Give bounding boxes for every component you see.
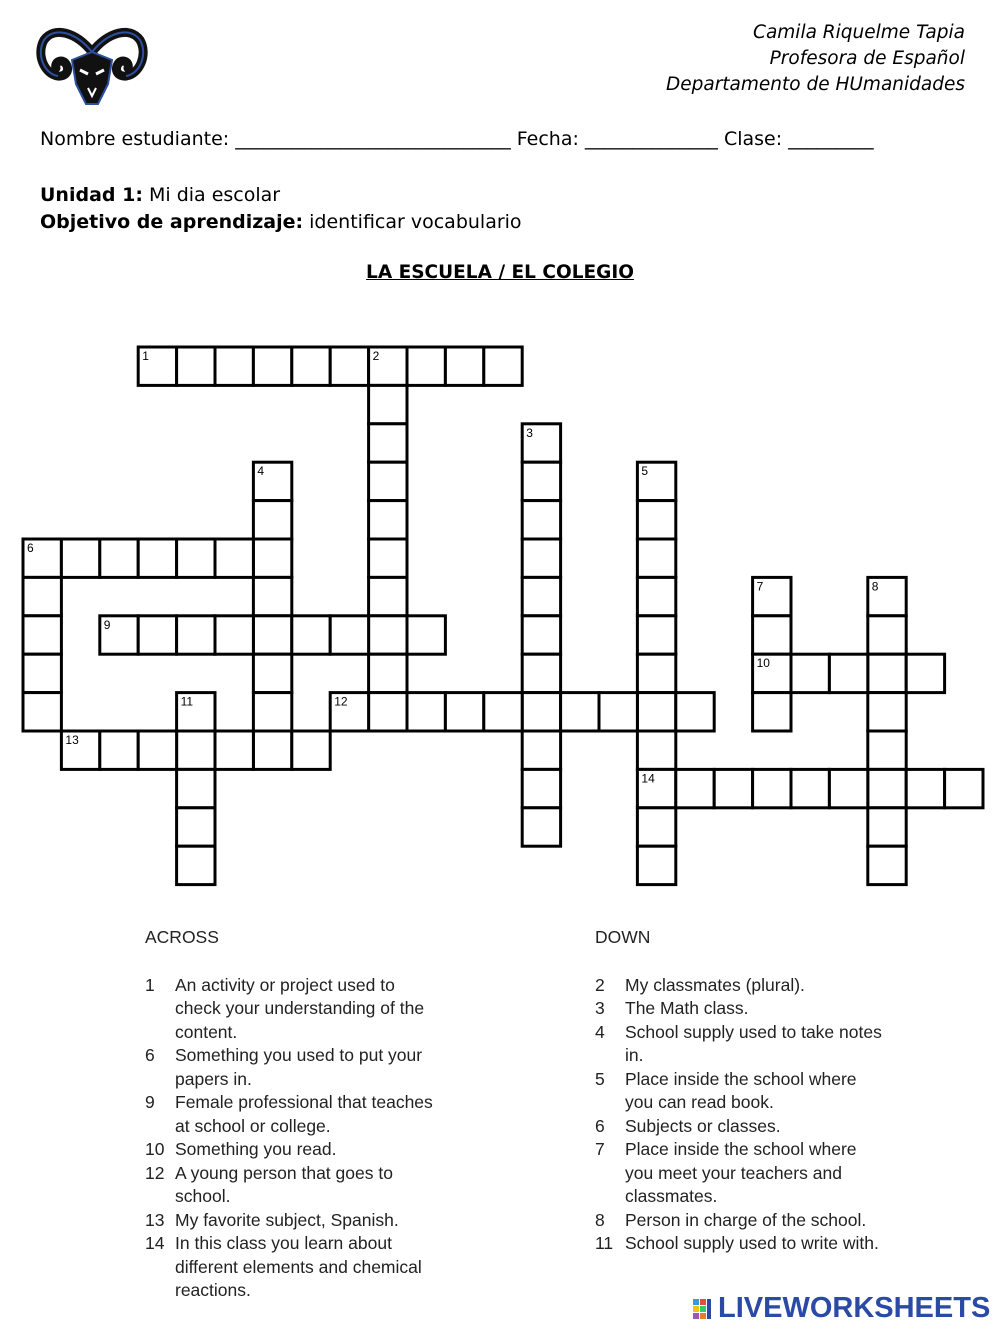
crossword-cell[interactable] bbox=[369, 501, 407, 539]
crossword-cell[interactable] bbox=[215, 731, 253, 769]
crossword-cell[interactable] bbox=[637, 501, 675, 539]
crossword-cell[interactable] bbox=[906, 654, 944, 692]
crossword-cell[interactable] bbox=[253, 577, 291, 615]
crossword-cell[interactable] bbox=[330, 693, 368, 731]
down-heading: DOWN bbox=[595, 927, 651, 947]
down-clue bbox=[595, 1115, 885, 1139]
crossword-cell[interactable] bbox=[369, 654, 407, 692]
crossword-cell[interactable] bbox=[906, 769, 944, 807]
crossword-cell[interactable] bbox=[292, 731, 330, 769]
crossword-cell[interactable] bbox=[599, 693, 637, 731]
crossword-cell[interactable] bbox=[177, 846, 215, 884]
crossword-cell[interactable] bbox=[253, 731, 291, 769]
crossword-cell[interactable] bbox=[330, 347, 368, 385]
crossword-cell[interactable] bbox=[61, 539, 99, 577]
clue-text: Subjects or classes. bbox=[625, 1115, 781, 1136]
clue-number: 7 bbox=[595, 1139, 605, 1159]
crossword-cell[interactable] bbox=[484, 693, 522, 731]
crossword-cell[interactable] bbox=[637, 577, 675, 615]
clue-number: 14 bbox=[145, 1233, 165, 1253]
crossword-cell[interactable] bbox=[676, 693, 714, 731]
crossword-cell[interactable] bbox=[253, 693, 291, 731]
liveworksheets-watermark bbox=[692, 1292, 990, 1325]
down-clue bbox=[595, 1021, 885, 1068]
clue-number: 13 bbox=[145, 1209, 165, 1230]
unit-value: Mi dia escolar bbox=[142, 184, 281, 206]
crossword-cell[interactable] bbox=[868, 769, 906, 807]
down-clue bbox=[595, 1068, 885, 1115]
crossword-cell[interactable] bbox=[369, 577, 407, 615]
crossword-cell[interactable] bbox=[637, 616, 675, 654]
crossword-cell[interactable] bbox=[868, 846, 906, 884]
crossword-cell[interactable] bbox=[637, 808, 675, 846]
crossword-cell[interactable] bbox=[868, 808, 906, 846]
across-clue bbox=[145, 1162, 440, 1209]
clue-text: Place inside the school where you meet your teachers and classmates. bbox=[625, 1139, 857, 1206]
crossword-cell[interactable] bbox=[829, 654, 867, 692]
crossword-cell[interactable] bbox=[522, 654, 560, 692]
objective-label: Objetivo de aprendizaje: bbox=[40, 211, 304, 233]
liveworksheets-logo-icon bbox=[692, 1297, 716, 1321]
crossword-cell[interactable] bbox=[407, 347, 445, 385]
crossword-cell[interactable] bbox=[522, 424, 560, 462]
objective-value: identificar vocabulario bbox=[303, 211, 522, 233]
clue-number: 6 bbox=[595, 1115, 605, 1136]
clue-text: Female professional that teaches at school or college. bbox=[175, 1092, 433, 1136]
crossword-cell[interactable] bbox=[714, 769, 752, 807]
crossword-cell[interactable] bbox=[637, 462, 675, 500]
crossword-cell[interactable] bbox=[637, 654, 675, 692]
crossword-cell[interactable] bbox=[292, 616, 330, 654]
crossword-cell[interactable] bbox=[522, 769, 560, 807]
crossword-cell[interactable] bbox=[100, 731, 138, 769]
crossword-cell[interactable] bbox=[369, 385, 407, 423]
crossword-cell[interactable] bbox=[215, 347, 253, 385]
crossword-cell[interactable] bbox=[177, 808, 215, 846]
down-clue bbox=[595, 997, 885, 1021]
crossword-cell[interactable] bbox=[753, 616, 791, 654]
crossword-cell[interactable] bbox=[23, 539, 61, 577]
down-clue bbox=[595, 974, 885, 998]
cell-number: 12 bbox=[334, 694, 348, 709]
cell-number: 14 bbox=[641, 771, 655, 786]
across-clue bbox=[145, 974, 440, 1045]
crossword-cell[interactable] bbox=[868, 616, 906, 654]
crossword-cell[interactable] bbox=[369, 462, 407, 500]
crossword-cell[interactable] bbox=[215, 616, 253, 654]
cell-number: 1 bbox=[142, 349, 149, 363]
cell-number: 3 bbox=[526, 425, 533, 440]
cell-number: 7 bbox=[756, 579, 764, 594]
crossword-cell[interactable] bbox=[522, 693, 560, 731]
clue-text: The Math class. bbox=[625, 998, 749, 1018]
clue-text: An activity or project used to check your understanding of the content. bbox=[175, 974, 425, 1042]
clue-text: Person in charge of the school. bbox=[625, 1209, 867, 1230]
crossword-cell[interactable] bbox=[561, 693, 599, 731]
crossword-cell[interactable] bbox=[522, 539, 560, 577]
crossword-cell[interactable] bbox=[445, 347, 483, 385]
crossword-cell[interactable] bbox=[253, 501, 291, 539]
crossword-cell[interactable] bbox=[753, 693, 791, 731]
crossword-cell[interactable] bbox=[177, 769, 215, 807]
crossword-cell[interactable] bbox=[23, 577, 61, 615]
down-clue bbox=[595, 1232, 885, 1256]
across-clue bbox=[145, 1138, 440, 1162]
crossword-cell[interactable] bbox=[100, 616, 138, 654]
crossword-cell[interactable] bbox=[330, 616, 368, 654]
crossword-cell[interactable] bbox=[791, 769, 829, 807]
crossword-cell[interactable] bbox=[637, 693, 675, 731]
across-clue bbox=[145, 1044, 440, 1091]
crossword-cell[interactable] bbox=[637, 846, 675, 884]
crossword-cell[interactable] bbox=[177, 347, 215, 385]
crossword-cell[interactable] bbox=[637, 539, 675, 577]
crossword-cell[interactable] bbox=[369, 693, 407, 731]
crossword-cell[interactable] bbox=[753, 577, 791, 615]
across-clue bbox=[145, 1232, 440, 1303]
clue-number: 4 bbox=[595, 1021, 605, 1042]
crossword-cell[interactable] bbox=[138, 616, 176, 654]
crossword-cell[interactable] bbox=[753, 654, 791, 692]
clue-number: 5 bbox=[595, 1068, 605, 1089]
clue-number: 11 bbox=[595, 1233, 614, 1253]
clue-number: 6 bbox=[145, 1045, 155, 1065]
crossword-cell[interactable] bbox=[177, 616, 215, 654]
teacher-role: Profesora de Español bbox=[769, 48, 965, 69]
crossword-cell[interactable] bbox=[637, 769, 675, 807]
crossword-cell[interactable] bbox=[791, 654, 829, 692]
crossword-cell[interactable] bbox=[407, 616, 445, 654]
crossword-cell[interactable] bbox=[23, 693, 61, 731]
department: Departamento de HUmanidades bbox=[665, 74, 965, 95]
crossword-cell[interactable] bbox=[407, 693, 445, 731]
crossword-cell[interactable] bbox=[637, 731, 675, 769]
cell-number: 4 bbox=[257, 464, 265, 479]
crossword-cell[interactable] bbox=[445, 693, 483, 731]
crossword-cell[interactable] bbox=[253, 462, 291, 500]
crossword-cell[interactable] bbox=[177, 731, 215, 769]
crossword-cell[interactable] bbox=[253, 539, 291, 577]
crossword-cell[interactable] bbox=[253, 654, 291, 692]
crossword-cell[interactable] bbox=[369, 616, 407, 654]
crossword-cell[interactable] bbox=[522, 616, 560, 654]
cell-number: 9 bbox=[103, 617, 111, 632]
page-title: LA ESCUELA / EL COLEGIO bbox=[366, 262, 634, 283]
crossword-cell[interactable] bbox=[138, 731, 176, 769]
clue-text: Something you read. bbox=[175, 1139, 337, 1159]
clue-number: 9 bbox=[145, 1092, 155, 1112]
clue-text: My favorite subject, Spanish. bbox=[175, 1209, 399, 1230]
across-clue bbox=[145, 1209, 440, 1233]
clue-number: 2 bbox=[595, 974, 605, 995]
crossword-cell[interactable] bbox=[676, 769, 714, 807]
crossword-cell[interactable] bbox=[522, 577, 560, 615]
cell-number: 11 bbox=[180, 694, 194, 709]
crossword-cell[interactable] bbox=[100, 539, 138, 577]
unit-label: Unidad 1: bbox=[40, 184, 143, 206]
cell-number: 8 bbox=[871, 579, 879, 594]
clue-text: School supply used to take notes in. bbox=[625, 1021, 882, 1065]
teacher-name: Camila Riquelme Tapia bbox=[753, 22, 965, 43]
clue-number: 8 bbox=[595, 1209, 605, 1230]
across-clue bbox=[145, 1091, 440, 1138]
cell-number: 2 bbox=[372, 349, 380, 363]
crossword-cell[interactable] bbox=[868, 693, 906, 731]
cell-number: 6 bbox=[27, 541, 34, 555]
crossword-cell[interactable] bbox=[522, 808, 560, 846]
clue-text: Something you used to put your papers in. bbox=[175, 1045, 423, 1089]
crossword-cell[interactable] bbox=[369, 539, 407, 577]
crossword-cell[interactable] bbox=[753, 769, 791, 807]
clue-text: Place inside the school where you can read book. bbox=[625, 1068, 857, 1112]
down-clue bbox=[595, 1209, 885, 1233]
clue-text: In this class you learn about different elements and chemical reactions. bbox=[175, 1233, 422, 1300]
crossword-cell[interactable] bbox=[945, 769, 983, 807]
crossword-cell[interactable] bbox=[522, 462, 560, 500]
clue-number: 12 bbox=[145, 1162, 165, 1183]
student-info-line[interactable]: Nombre estudiante: _____________________________ Fecha: ______________ Clase: _________ bbox=[40, 128, 874, 150]
crossword-cell[interactable] bbox=[177, 693, 215, 731]
crossword-cell[interactable] bbox=[61, 731, 99, 769]
crossword-cell[interactable] bbox=[138, 539, 176, 577]
clue-number: 1 bbox=[145, 974, 155, 995]
crossword-cell[interactable] bbox=[23, 616, 61, 654]
clue-text: My classmates (plural). bbox=[625, 974, 805, 995]
crossword-cell[interactable] bbox=[369, 347, 407, 385]
cell-number: 5 bbox=[641, 464, 649, 479]
crossword-cell[interactable] bbox=[868, 577, 906, 615]
crossword-cell[interactable] bbox=[253, 616, 291, 654]
crossword-cell[interactable] bbox=[829, 769, 867, 807]
crossword-cell[interactable] bbox=[253, 347, 291, 385]
down-clue bbox=[595, 1138, 885, 1209]
cell-number: 13 bbox=[65, 733, 79, 747]
down-clues bbox=[595, 926, 885, 1256]
crossword-cell[interactable] bbox=[484, 347, 522, 385]
crossword-cell[interactable] bbox=[215, 539, 253, 577]
crossword-cell[interactable] bbox=[522, 731, 560, 769]
crossword-cell[interactable] bbox=[522, 501, 560, 539]
crossword-cell[interactable] bbox=[23, 654, 61, 692]
cell-number: 10 bbox=[756, 656, 770, 671]
clue-text: A young person that goes to school. bbox=[175, 1162, 393, 1206]
crossword-cell[interactable] bbox=[868, 731, 906, 769]
crossword-cell[interactable] bbox=[177, 539, 215, 577]
across-heading: ACROSS bbox=[145, 927, 219, 947]
crossword-cell[interactable] bbox=[138, 347, 176, 385]
crossword-cell[interactable] bbox=[868, 654, 906, 692]
crossword-cell[interactable] bbox=[369, 424, 407, 462]
crossword-cell[interactable] bbox=[292, 347, 330, 385]
liveworksheets-text: LIVEWORKSHEETS bbox=[718, 1292, 991, 1324]
across-clues bbox=[145, 926, 440, 1303]
clue-text: School supply used to write with. bbox=[625, 1233, 879, 1253]
clue-number: 10 bbox=[145, 1139, 165, 1159]
clue-number: 3 bbox=[595, 998, 605, 1018]
